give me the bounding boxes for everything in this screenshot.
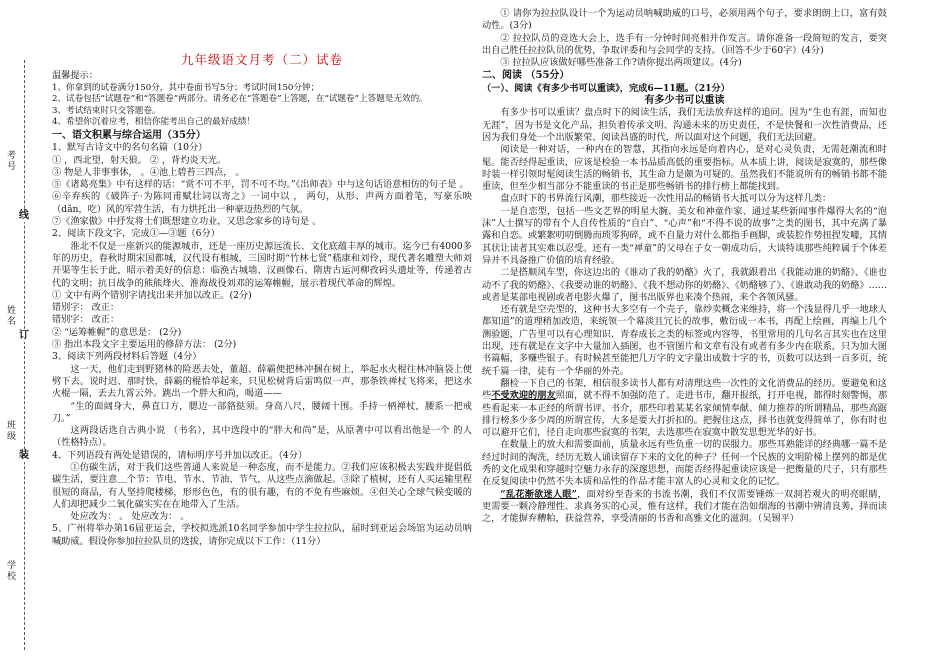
article-paragraph: 一是自恋型，包括一些文艺界的明星大腕、美女和神童作家、通过某些新闻事件爆得大名的“泡沫”人士撰写的带有个人自传性质的“自白”、“心声”和“不得不说的故事”之类的图书，其中充满了暴露和自恋。或繁絮叨叨倒腾而琐零狗碎，或不自量力对什么都指手画脚，或装腔作势扭捏发噱，其情其状让读者其实难以忍受。还有一类“禅童”的父母在子女一朝成功后，大谈特谈那些纯粹属于个体差异并不具备推广价值的培育经验。 (482, 205, 887, 266)
article-paragraph: 翻检一下自己的书架，相信很多读书人都有对清理这些一次性的文化消费品的经历。要避免和这些不受欢迎的朋友照面，就不得不加强防范了。走进书市，翻开报纸，打开电视，都得时刻警惕，那些看起来一本正经的所谓书评、书介，那些印着某某名家倾情奉献、倾力推荐的所谓精品，那些高踞排行榜多少多少周的所谓宣传，大多是要大打折扣的。把握住这点，择书也就变得简单了，你有时也可以避开它们，径自走向那些寂寞的书架，去选那些在寂寞中散发思想光华的好书。 (482, 377, 888, 439)
emphasized-phrase: “乱花渐欲迷人眼” (500, 488, 577, 500)
question-4: 4、下列语段有两处是错误的，请标明序号并加以改正。（4分） (52, 449, 308, 461)
binding-word-ding: 订 (19, 330, 29, 341)
question-2-b: ② “运筹帷幄”的意思是： (2分) (52, 326, 182, 338)
question-4-passage: ①仿碳生活，对于我们这些普通人来说是一种态度，而不是能力。②我们应该积极去实践并提倡低碳生活，要注意＿个节：节电、节水、节油、节气，从这些点滴做起。③除了植树，还有人买运输里程很短的商品，有人坚持爬楼梯，形形色色，有的很有趣，有的不免有些麻烦。④但关心全球气候变暖的人们却把减少二氧化碳实实在在地带入了生活。 (52, 461, 472, 510)
notice-item: 1、你拿到的试卷满分150分，其中卷面书写5分；考试时间150分钟； (52, 82, 320, 93)
right-column (482, 8, 887, 525)
notice-item: 3、考试结束时只交答题卷。 (52, 105, 161, 116)
section-heading: 二、阅读 （55分） (482, 70, 570, 82)
article-paragraph: 有多少书可以重读？盘点时下的阅读生活，我们无法放弃这样的追问。因为“生也有涯，而知也无涯”，因为书是文化产品，担负着传承文明、沟通未来的历史责任，不是快餐和一次性消费品，还因为我们身处一个出版繁荣、阅读昌盛的时代，所以面对这个问题，我们无法回避。 (482, 107, 887, 143)
question-5-item: ① 请你为拉拉队设计一个为运动员呐喊助威的口号，必须用两个句子，要求朗朗上口，富有鼓动性。(3分) (482, 8, 887, 32)
question-1-line: ⑥辛弃疾的《破阵子·为陈同甫赋壮词以寄之》一词中以 ， 两句，从形、声两方面着笔，写豪乐映（dǎn，吃）风的军营生活，有力烘托出一种豪迈热烈的气氛。 (52, 191, 472, 215)
question-2: 2、阅读下段文字，完成①—③题（6分） (52, 228, 220, 240)
question-3: 3、阅读下列两段材料后答题（4分） (52, 351, 202, 363)
answer-line: 错别字： 改正： (52, 314, 120, 326)
notice-heading: 温馨提示： (52, 70, 98, 82)
emphasized-phrase: 不受欢迎的朋友 (491, 390, 556, 402)
question-1-line: ⑤《诸葛亮集》中有这样的话：“赏不可不平，罚不可不均。”《出师表》中与这句话语意相仿的句子是 。 (52, 179, 469, 191)
exam-title: 九年级语文月考（二）试卷 (180, 52, 343, 67)
article-paragraph: 阅读是一种对话，一种内在的智慧，其指向永远是向着内心，是对心灵负责，无需赶潮流和时髦。能否经得起重读，应该是检验一本书品质高低的重要指标。从本质上讲，阅读是寂寞的，那些像时装一样引领时髦阅读生活的畅销书，其生命力是颇为可疑的。虽然我们不能说所有的畅销书都不能重读，但至少相当部分不能重读的书正是那些畅销书的排行榜上都能找到。 (482, 144, 887, 193)
question-4-fix: 处应改为： 。 处应改为： 。 (70, 511, 190, 523)
left-column (52, 38, 472, 548)
article-paragraph: 盘点时下的书界流行风潮，那些接近一次性用品的畅销书大抵可以分为这样几类： (500, 193, 832, 205)
school-label: 学校 (5, 560, 15, 582)
section-heading: 一、语文积累与综合运用（35分） (52, 129, 206, 141)
notice-item: 4、希望你沉着应考，相信你能考出自己的最好成绩！ (52, 117, 256, 128)
question-5: 5、广州将举办第16届亚运会，学校拟选派10名同学参加中学生拉拉队，届时到亚运会场馆为运动员呐喊助威。假设你参加拉拉队员的选拔，请你完成以下工作：（11分） (52, 523, 472, 547)
question-2-c: ③ 指出本段文字主要运用的修辞方法： (2分) (52, 339, 237, 351)
binding-word-zhuang: 装 (19, 450, 29, 461)
question-2-passage: 淮北不仅是一座新兴的能源城市，还是一座历史源远流长、文化底蕴丰厚的城市。迄今已有4000多年的历史，春秋时期宋国都城，汉代设有相城，三国时期“竹林七贤”嵇康和刘伶，现代著名雕塑大师刘开渠等生长于此，昭示着美好的信息：临涣古城墙、汉画像石、隋唐古运河柳孜码头遗址等，传递着古代的文明；抗日战争的熊熊烽火、淮海战役刘邓的运筹帷幄，展示着现代革命的辉煌。 (52, 240, 472, 289)
exam-number-label: 考号 (5, 150, 15, 172)
question-1-line: ⑦《渔家傲》中抒发将士们既想建立功业，又思念家乡的诗句是 。 (52, 216, 322, 228)
reading-part-heading: （一）、阅读《有多少书可以重读》，完成6—11题。（21分） (482, 82, 730, 94)
article-paragraph: 在数量上的放大和需要面前，质量永远有些负重一切的误服力。那些耳熟能详的经典哪一篇不是经过时间的淘洗，经历无数人诵读留存下来的文化的种子？任何一个民族的文明阶梯上摆列的都是优秀的文化成果和穿越时空魅力永存的深邃思想，而能否经得起重读应该是一把衡量的尺子，只有那些在反复阅读中仍然不失本质和品性的作品才能丰富人的心灵和文化的记忆。 (482, 439, 887, 488)
question-5-item: ③ 拉拉队应该做好哪些准备工作?请你提出两项建议。(4分) (500, 57, 742, 69)
answer-line: 错别字： 改正： (52, 302, 120, 314)
article-paragraph: 二是搭顺风车型，你这边出的《谁动了我的奶酪》火了，我就跟着出《我能动谁的奶酪》、《谁也动不了我的奶酪》、《我要动谁的奶酪》、《我不想动你的奶酪》、《奶酪够了》、《谁敢动我的奶酪》……或者是某部电视剧或者电影火爆了，图书出版界也来凑个热闹，来个各领风骚。 (482, 267, 887, 303)
binding-dashed-line (24, 60, 25, 650)
question-1: 1、默写古诗文中的名句名篇（10分） (52, 142, 208, 154)
question-1-line: ③ 物是人非事事休， 。④池上碧苔三四点， 。 (52, 166, 245, 178)
binding-word-xian: 线 (19, 210, 29, 221)
question-5-item: ② 拉拉队员的竞选大会上，选手有一分钟时间亮相并作发言。请你准备一段简短的发言，要突出自己胜任拉拉队员的优势，争取评委和与会同学的支持。（回答不少于60字）(4分) (482, 32, 887, 56)
question-2-a: ① 文中有两个错别字请找出来并加以改正。(2分) (52, 289, 252, 301)
question-3-passage: “生的面阔身大，鼻直口方，腮边一部貉挞须。身高八尺，腰阔十围。手持一柄禅杖，腰系一把戒刀。” (52, 400, 472, 424)
question-3-prompt: 这两段话选自古典小说 （书名），其中选段中的“胖大和尚”是，从原著中可以看出他是一个 的人（性格特点）。 (52, 425, 472, 449)
article-paragraph: 还有就是空壳型的，这种书大多空有一个壳子，靠炒卖概念来维持，将一个浅显得几乎一地球人都知道”的道理稍加改造，来统领一个幕淡且冗长的故事，敷衍成一本书，再配上绘画，再编上几个测验题，广告里可以有心理知识、青春成长之类的标签或内容等，书里常用的几句名言其实也在这里出现，还有就是在文字中大量加入插图，也不管图片和文章有没有或者有多少内在联系，只为加大图书篇幅，多赚些银子。有时候甚至能把几万字的文字量出成数十字的书，页数可以达到一百多页，统统千篇一律，徒有一个华丽的外壳。 (482, 304, 887, 377)
question-3-passage: 这一天，他们走到野猪林的险恶去处，董超、薛霸便把林冲捆在树上，举起水火棍往林冲脑袋上便劈下去。说时迟、那时快，薛霸的棍恰举起来，只见松树背后雷鸣似一声，那条铁禅杖飞将来，把这水火棍一隔，丢去九霄云外。跳出一个胖大和尚，喝道—— (52, 363, 472, 400)
article-paragraph: “乱花渐欲迷人眼”，面对纷至沓来的书流书潮，我们不仅需要锤炼一双洞若观火的明亮眼睛，更需要一颗冷静理性、求真务实的心灵，惟有这样，我们才能在浩如烟海的书潮中辨清良莠，择而读之，才能摒弃糟粕，获益营养，享受清丽的书香和高雅文化的滋润。（吴锡平） (482, 488, 887, 525)
question-1-line: ① ，西北望，射天狼。 ② ，背灼炎天光。 (52, 154, 227, 166)
notice-item: 2、试卷包括“试题卷”和“答题卷”两部分。请务必在“答题卷”上答题，在“试题卷”上答题是无效的。 (52, 94, 428, 105)
name-label: 姓名 (5, 305, 15, 327)
class-label: 班级 (5, 420, 15, 442)
article-title: 有多少书可以重读 (644, 95, 725, 107)
